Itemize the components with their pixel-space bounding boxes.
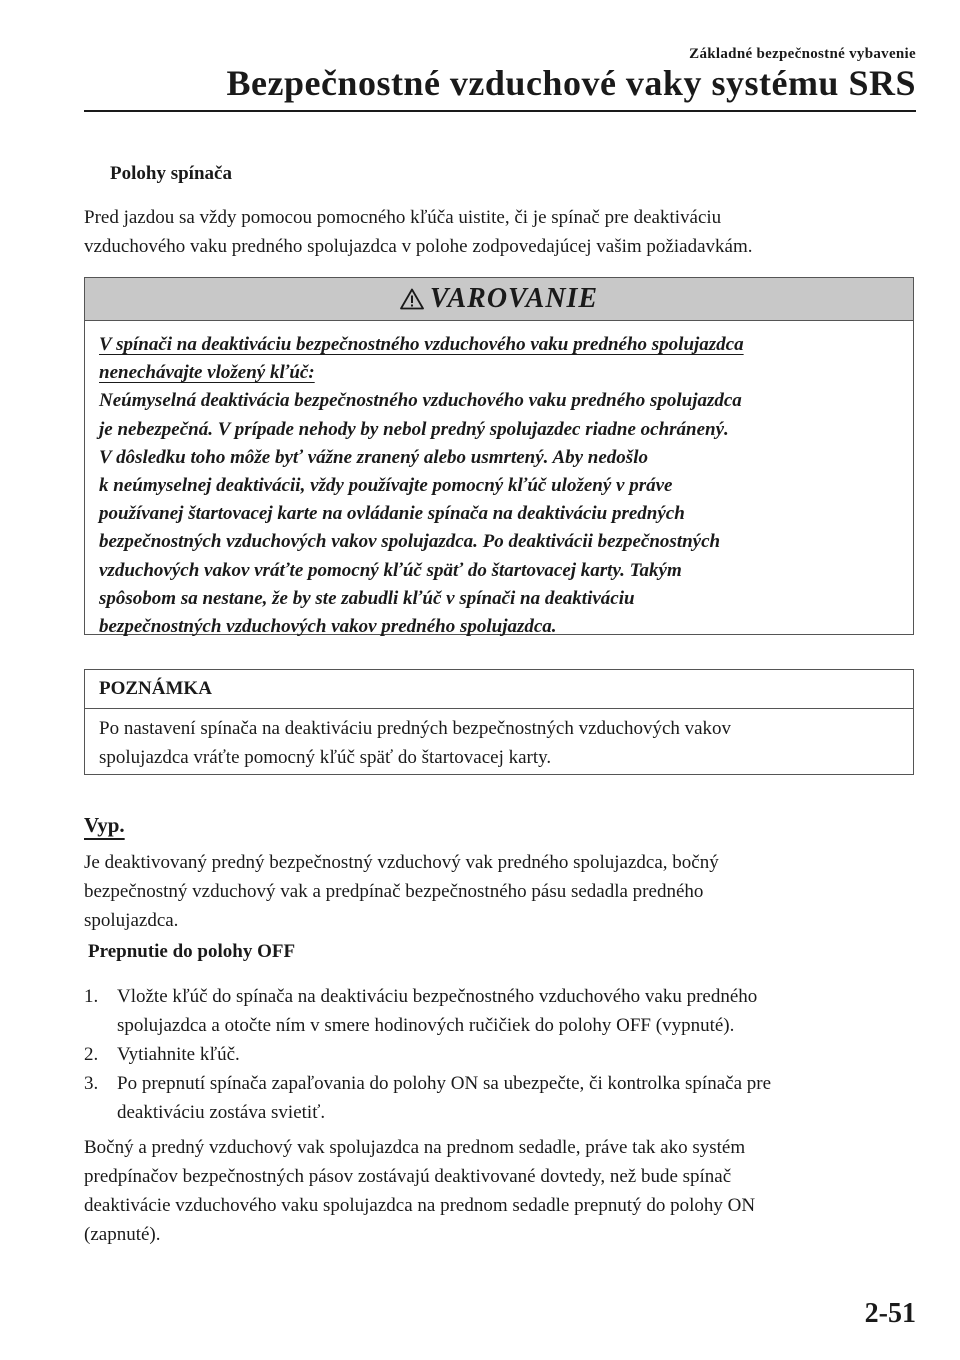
page-title: Bezpečnostné vzduchové vaky systému SRS xyxy=(226,63,916,103)
off-para-line: spolujazdca. xyxy=(84,910,179,931)
warning-triangle-icon xyxy=(400,288,424,310)
note-title: POZNÁMKA xyxy=(99,678,212,699)
closing-paragraph xyxy=(84,1133,914,1249)
warning-line: bezpečnostných vzduchových vakov spolujazdca. Po deaktivácii bezpečnostných xyxy=(99,531,721,553)
note-line: spolujazdca vráťte pomocný kľúč späť do štartovacej karty. xyxy=(99,747,552,768)
intro-line: Pred jazdou sa vždy pomocou pomocného kľúča uistite, či je spínač pre deaktiváciu xyxy=(84,207,722,228)
closing-line: Bočný a predný vzduchový vak spolujazdca na prednom sedadle, práve tak ako systém xyxy=(84,1137,746,1158)
note-header xyxy=(85,670,913,709)
warning-box xyxy=(84,277,914,638)
header-divider xyxy=(84,110,916,112)
step-line: spolujazdca a otočte ním v smere hodinových ručičiek do polohy OFF (vypnuté). xyxy=(117,1015,735,1036)
warning-line: Neúmyselná deaktivácia bezpečnostného vzduchového vaku predného spolujazdca xyxy=(99,390,742,412)
note-body xyxy=(99,714,899,772)
closing-line: (zapnuté). xyxy=(84,1224,161,1245)
step-line: Vytiahnite kľúč. xyxy=(117,1044,240,1065)
warning-body xyxy=(99,331,899,641)
intro-line: vzduchového vaku predného spolujazdca v polohe zodpovedajúcej vašim požiadavkám. xyxy=(84,236,753,257)
closing-line: predpínačov bezpečnostných pásov zostávajú deaktivované dovtedy, než bude spínač xyxy=(84,1166,732,1187)
list-item xyxy=(84,1040,914,1069)
off-paragraph xyxy=(84,848,914,935)
warning-line: používanej štartovacej karte na ovládanie spínača na deaktiváciu predných xyxy=(99,503,685,525)
list-item xyxy=(84,1069,914,1127)
step-line: Po prepnutí spínača zapaľovania do polohy ON sa ubezpečte, či kontrolka spínača pre xyxy=(117,1073,772,1094)
off-heading: Vyp. xyxy=(84,813,125,837)
off-para-line: bezpečnostný vzduchový vak a predpínač bezpečnostného pásu sedadla predného xyxy=(84,881,704,902)
step-number: 3. xyxy=(84,1073,99,1094)
warning-title: VAROVANIE xyxy=(429,283,599,314)
step-number: 1. xyxy=(84,986,99,1007)
switch-positions-heading: Polohy spínača xyxy=(110,163,232,184)
warning-line: k neúmyselnej deaktivácii, vždy používajte pomocný kľúč uložený v práve xyxy=(99,475,673,497)
switch-positions-intro xyxy=(84,203,914,261)
steps-list xyxy=(84,982,914,1127)
closing-line: deaktivácie vzduchového vaku spolujazdca na prednom sedadle prepnutý do polohy ON xyxy=(84,1195,756,1216)
step-line: Vložte kľúč do spínača na deaktiváciu bezpečnostného vzduchového vaku predného xyxy=(117,986,758,1007)
warning-line: vzduchových vakov vráťte pomocný kľúč späť do štartovacej karty. Takým xyxy=(99,559,682,581)
note-line: Po nastavení spínača na deaktiváciu predných bezpečnostných vzduchových vakov xyxy=(99,718,732,739)
step-number: 2. xyxy=(84,1044,99,1065)
warning-line: V dôsledku toho môže byť vážne zranený alebo usmrtený. Aby nedošlo xyxy=(99,446,648,468)
page-number: 2-51 xyxy=(864,1298,916,1329)
warning-line: bezpečnostných vzduchových vakov predného spolujazdca. xyxy=(99,616,557,638)
off-subheading: Prepnutie do polohy OFF xyxy=(88,941,296,962)
warning-lead-line: V spínači na deaktiváciu bezpečnostného vzduchového vaku predného spolujazdca xyxy=(99,334,744,355)
note-box xyxy=(84,669,914,775)
warning-line: spôsobom sa nestane, že by ste zabudli kľúč v spínači na deaktiváciu xyxy=(99,587,635,609)
off-para-line: Je deaktivovaný predný bezpečnostný vzduchový vak predného spolujazdca, bočný xyxy=(84,852,719,873)
warning-line: je nebezpečná. V prípade nehody by nebol predný spolujazdec riadne ochránený. xyxy=(99,418,729,440)
step-line: deaktiváciu zostáva svietiť. xyxy=(117,1102,326,1123)
list-item xyxy=(84,982,914,1040)
warning-lead-line: nenechávajte vložený kľúč: xyxy=(99,362,315,384)
section-header: Základné bezpečnostné vybavenie xyxy=(689,46,916,62)
warning-header xyxy=(85,278,913,321)
